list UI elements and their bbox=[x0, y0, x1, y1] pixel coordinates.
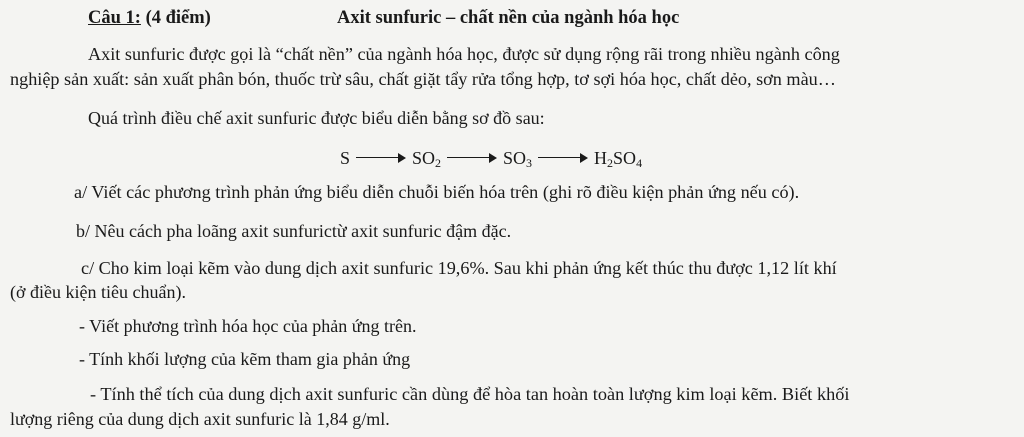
question-title: Axit sunfuric – chất nền của ngành hóa học bbox=[337, 8, 680, 28]
part-c-bullet-3-line-1: - Tính thể tích của dung dịch axit sunfuric cần dùng để hòa tan hoàn toàn lượng kim loại kẽm. Biết khối bbox=[90, 384, 850, 404]
question-header bbox=[88, 9, 211, 28]
process-intro: Quá trình điều chế axit sunfuric được biểu diễn bằng sơ đồ sau: bbox=[88, 108, 545, 128]
arrow-icon bbox=[538, 153, 588, 163]
part-c-line-2: (ở điều kiện tiêu chuẩn). bbox=[10, 282, 186, 302]
part-c-bullet-1: - Viết phương trình hóa học của phản ứng trên. bbox=[79, 316, 417, 336]
arrow-icon bbox=[356, 153, 406, 163]
intro-line-1: Axit sunfuric được gọi là “chất nền” của ngành hóa học, được sử dụng rộng rãi trong nhiều ngành công bbox=[88, 44, 840, 64]
part-c-line-1: c/ Cho kim loại kẽm vào dung dịch axit sunfuric 19,6%. Sau khi phản ứng kết thúc thu được 1,12 lít khí bbox=[81, 258, 837, 278]
formula-h2so4: $H_2SO_4$ bbox=[594, 148, 643, 170]
formula-s: S bbox=[340, 148, 351, 168]
part-c-bullet-3-line-2: lượng riêng của dung dịch axit sunfuric là 1,84 g/ml. bbox=[10, 409, 390, 429]
formula-so3: $SO_3$ bbox=[503, 148, 533, 170]
formula-so2: $SO_2$ bbox=[412, 148, 442, 170]
part-a: a/ Viết các phương trình phản ứng biểu diễn chuỗi biến hóa trên (ghi rõ điều kiện phản ứng nếu có). bbox=[74, 182, 800, 202]
part-c-bullet-2: - Tính khối lượng của kẽm tham gia phản ứng bbox=[79, 349, 411, 369]
intro-line-2: nghiệp sản xuất: sản xuất phân bón, thuốc trừ sâu, chất giặt tẩy rửa tổng hợp, tơ sợi hóa học, chất dẻo, sơn màu… bbox=[10, 69, 836, 89]
part-b: b/ Nêu cách pha loãng axit sunfurictừ axit sunfuric đậm đặc. bbox=[76, 221, 512, 241]
question-label: Câu 1: bbox=[88, 8, 141, 28]
question-points: (4 điểm) bbox=[140, 8, 211, 28]
arrow-icon bbox=[447, 153, 497, 163]
reaction-scheme bbox=[340, 148, 643, 170]
